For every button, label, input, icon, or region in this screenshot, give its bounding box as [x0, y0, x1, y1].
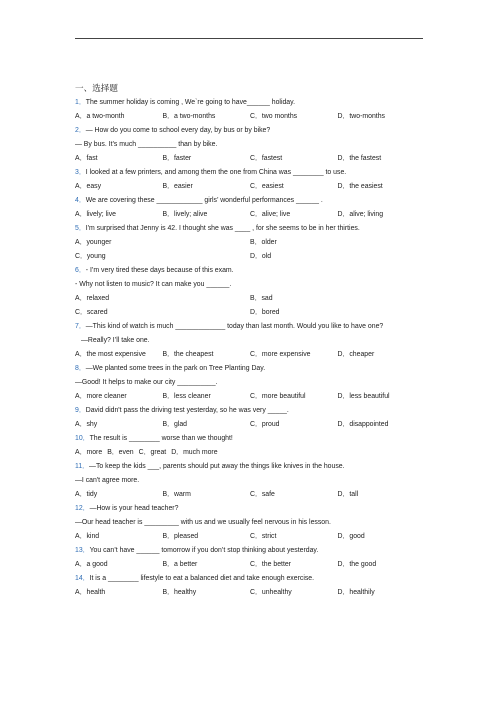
option-c[interactable]: C．easiest — [250, 183, 284, 190]
option-d[interactable]: D．two-months — [337, 113, 385, 120]
question-12 — [75, 502, 425, 544]
question-text: David didn't pass the driving test yesterday, so he was very _____. — [85, 407, 289, 414]
question-3 — [75, 166, 425, 194]
option-b[interactable]: B．even — [107, 449, 134, 456]
question-text: - I’m very tired these days because of this exam. — [85, 267, 234, 274]
option-a[interactable]: A．younger — [75, 239, 112, 246]
option-b[interactable]: B．healthy — [162, 589, 197, 596]
option-d[interactable]: D．less beautiful — [337, 393, 390, 400]
option-a[interactable]: A．tidy — [75, 491, 98, 498]
question-number: 8． — [75, 365, 86, 372]
option-c[interactable]: C．more beautiful — [250, 393, 306, 400]
option-a[interactable]: A．kind — [75, 533, 100, 540]
question-6 — [75, 264, 425, 320]
option-c[interactable]: C．alive; live — [250, 211, 291, 218]
header-rule — [75, 38, 423, 39]
question-text: I looked at a few printers, and among them the one from China was ________ to use. — [85, 169, 347, 176]
option-b[interactable]: B．the cheapest — [162, 351, 214, 358]
question-number: 10． — [75, 435, 90, 442]
option-a[interactable]: A．easy — [75, 183, 102, 190]
option-d[interactable]: D．tall — [337, 491, 359, 498]
question-7 — [75, 320, 425, 362]
option-d[interactable]: D．alive; living — [337, 211, 384, 218]
options-row — [75, 110, 425, 124]
option-c[interactable]: C．scared — [75, 309, 108, 316]
option-b[interactable]: B．easier — [162, 183, 193, 190]
question-text: —To keep the kids ___, parents should put away the things like knives in the house. — [89, 463, 345, 470]
question-number: 5． — [75, 225, 86, 232]
question-text: —Our head teacher is _________ with us and we usually feel nervous in his lesson. — [75, 519, 331, 526]
option-b[interactable]: B．lively; alive — [162, 211, 208, 218]
question-list — [75, 96, 425, 600]
options-row — [75, 292, 425, 306]
option-b[interactable]: B．pleased — [162, 533, 199, 540]
option-c[interactable]: C．safe — [250, 491, 275, 498]
question-number: 9． — [75, 407, 86, 414]
question-text: — By bus. It’s much __________ than by bike. — [75, 141, 218, 148]
question-text: You can’t have ______ tomorrow if you don’t stop thinking about yesterday. — [89, 547, 319, 554]
option-a[interactable]: A．shy — [75, 421, 98, 428]
options-row — [75, 348, 425, 362]
question-14 — [75, 572, 425, 600]
option-c[interactable]: C．more expensive — [250, 351, 311, 358]
question-text: —How is your head teacher? — [89, 505, 179, 512]
question-4 — [75, 194, 425, 222]
options-row — [75, 418, 425, 432]
option-a[interactable]: A．health — [75, 589, 106, 596]
question-text: —Really? I’ll take one. — [81, 337, 150, 344]
option-a[interactable]: A．a good — [75, 561, 108, 568]
option-a[interactable]: A．a two-month — [75, 113, 125, 120]
question-number: 12． — [75, 505, 90, 512]
option-b[interactable]: B．older — [250, 239, 277, 246]
option-d[interactable]: D．disappointed — [337, 421, 389, 428]
option-a[interactable]: A．relaxed — [75, 295, 110, 302]
option-c[interactable]: C．young — [75, 253, 106, 260]
question-8 — [75, 362, 425, 404]
question-text: — How do you come to school every day, by bus or by bike? — [85, 127, 271, 134]
question-text: - Why not listen to music? It can make you ______. — [75, 281, 232, 288]
question-number: 6． — [75, 267, 86, 274]
options-row — [75, 488, 425, 502]
section-title: 一、选择题 — [75, 83, 118, 93]
question-text: I'm surprised that Jenny is 42. I thought she was ____ , for she seems to be in her thirties. — [85, 225, 360, 232]
option-a[interactable]: A．more — [75, 449, 103, 456]
question-number: 13． — [75, 547, 90, 554]
option-d[interactable]: D．cheaper — [337, 351, 375, 358]
options-row — [75, 208, 425, 222]
option-a[interactable]: A．more cleaner — [75, 393, 127, 400]
options-row — [75, 446, 425, 460]
options-row — [75, 586, 425, 600]
option-d[interactable]: D．good — [337, 533, 365, 540]
options-row — [75, 180, 425, 194]
option-b[interactable]: B．sad — [250, 295, 273, 302]
question-text: —We planted some trees in the park on Tree Planting Day. — [85, 365, 266, 372]
question-13 — [75, 544, 425, 572]
option-d[interactable]: D．old — [250, 253, 272, 260]
question-9 — [75, 404, 425, 432]
option-c[interactable]: C．strict — [250, 533, 277, 540]
options-row — [75, 250, 425, 264]
options-row — [75, 390, 425, 404]
option-c[interactable]: C．the better — [250, 561, 291, 568]
option-d[interactable]: D．the good — [337, 561, 377, 568]
options-row — [75, 530, 425, 544]
option-d[interactable]: D．bored — [250, 309, 280, 316]
question-11 — [75, 460, 425, 502]
option-d[interactable]: D．much more — [171, 449, 218, 456]
option-c[interactable]: C．proud — [250, 421, 280, 428]
question-5 — [75, 222, 425, 264]
option-c[interactable]: C．great — [138, 449, 167, 456]
option-c[interactable]: C．two months — [250, 113, 298, 120]
question-number: 1． — [75, 99, 86, 106]
option-c[interactable]: C．unhealthy — [250, 589, 292, 596]
question-number: 2． — [75, 127, 86, 134]
question-2 — [75, 124, 425, 166]
option-b[interactable]: B．less cleaner — [162, 393, 211, 400]
option-b[interactable]: B．a better — [162, 561, 198, 568]
option-b[interactable]: B．glad — [162, 421, 188, 428]
options-row — [75, 236, 425, 250]
question-10 — [75, 432, 425, 460]
option-b[interactable]: B．a two-months — [162, 113, 216, 120]
question-text: We are covering these ____________ girls’ wonderful performances ______ . — [85, 197, 323, 204]
question-text: The result is ________ worse than we thought! — [89, 435, 233, 442]
options-row — [75, 152, 425, 166]
question-number: 14． — [75, 575, 90, 582]
option-d[interactable]: D．the easiest — [337, 183, 383, 190]
question-number: 3． — [75, 169, 86, 176]
option-b[interactable]: B．faster — [162, 155, 192, 162]
option-b[interactable]: B．warm — [162, 491, 191, 498]
option-d[interactable]: D．healthily — [337, 589, 375, 596]
option-d[interactable]: D．the fastest — [337, 155, 382, 162]
options-row — [75, 558, 425, 572]
question-number: 11． — [75, 463, 90, 470]
question-text: The summer holiday is coming , We`re going to have______ holiday. — [85, 99, 295, 106]
option-a[interactable]: A．lively; live — [75, 211, 116, 218]
question-text: It is a ________ lifestyle to eat a balanced diet and take enough exercise. — [89, 575, 315, 582]
question-1 — [75, 96, 425, 124]
question-number: 4． — [75, 197, 86, 204]
option-a[interactable]: A．fast — [75, 155, 98, 162]
option-a[interactable]: A．the most expensive — [75, 351, 146, 358]
question-text: —This kind of watch is much _____________ today than last month. Would you like to have one? — [85, 323, 384, 330]
question-text: —I can't agree more. — [75, 477, 140, 484]
options-row — [75, 306, 425, 320]
question-number: 7． — [75, 323, 86, 330]
option-c[interactable]: C．fastest — [250, 155, 283, 162]
question-text: —Good! It helps to make our city __________. — [75, 379, 218, 386]
